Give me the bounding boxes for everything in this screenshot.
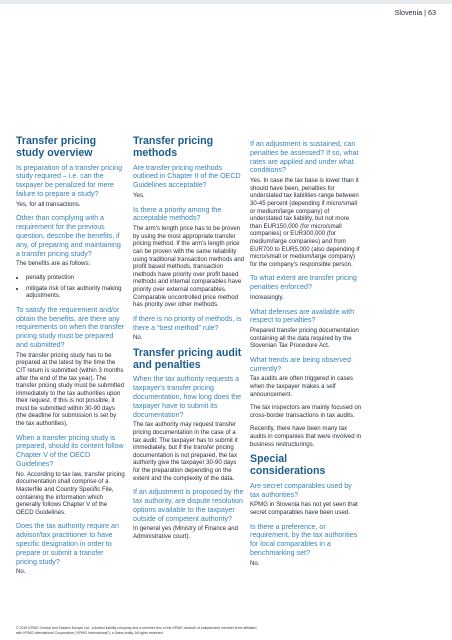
footer-copyright xyxy=(16,626,376,635)
section-title-audit-penalties: Transfer pricing audit and penalties xyxy=(133,346,242,371)
answer-submission-time: The tax authority may request transfer pricing documentation in the case of a tax audit. The taxpayer has to submit it immediately, but if the transfer pricing documentation is not prepared, the tax authority give the taxpayer 30-90 days for the preparation depending on the extent and the complexity of the data. xyxy=(133,421,238,482)
answer-trends-3: Recently, there have been many tax audits in companies that were involved in business restructurings. xyxy=(250,425,362,448)
column-1 xyxy=(16,136,126,582)
answer-priority: The arm's length price has to be proven by using the most appropriate transfer pricing method. If the arm's length price can be proven with the same reliability using traditional transaction methods and profit based methods, transaction methods have priority over profit based methods and internal comparables have priority over external comparables. Comparable uncontrolled price method has priority over other methods. xyxy=(133,225,245,309)
answer-best-method: No. xyxy=(133,334,143,342)
footer-line-2: with KPMG International Cooperative (“KPMG International”), a Swiss entity. All rights reserved. xyxy=(16,630,164,635)
answer-penalties-assessed: Yes. In case the tax base is lower than it should have been, penalties for understated tax liabilities range between 30-45 percent (depending if micro/small or medium/large company) of understated tax liability, but not more than EUR150,000 (for micro/small companies) or EUR300,000 (for medium/large companies) and from EUR700 to EUR5,000 (also depending if micro/small or medium/large company) for the company's responsible person. xyxy=(250,177,360,268)
question-priority: Is there a priority among the acceptable methods? xyxy=(133,205,222,223)
question-defenses: What defenses are available with respect to penalties? xyxy=(250,307,355,325)
header-bar xyxy=(0,0,452,4)
section-title-study-overview: Transfer pricing study overview xyxy=(16,135,97,159)
question-secret-comparables: Are secret comparables used by tax authorities? xyxy=(250,481,352,499)
answer-defenses: Prepared transfer pricing documentation containing all the data required by the Slovenian Tax Procedure Act. xyxy=(250,327,359,350)
answer-oecd-chapter-v: No. According to tax law, transfer pricing documentation shall comprise of a Masterfile and Country Specific File, containing the information which generally follows Chapter V of the OECD Guidelines. xyxy=(16,470,125,516)
question-penalties-assessed: If an adjustment is sustained, can penalties be assessed? If so, what rates are applied and under what conditions? xyxy=(250,140,359,175)
answer-dispute-resolution: In general yes (Ministry of Finance and Administrative court). xyxy=(133,525,238,540)
benefits-list xyxy=(16,274,126,300)
question-best-method: If there is no priority of methods, is there a “best method” rule? xyxy=(133,314,242,332)
question-local-comparables: Is there a preference, or requirement, by the tax authorities for local comparables in a benchmarking set? xyxy=(250,522,358,557)
question-submission-time: When the tax authority requests a taxpayer's transfer pricing documentation, how long does the taxpayer have to submit its documentation? xyxy=(133,375,242,419)
column-3 xyxy=(250,140,362,573)
question-oecd-methods: Are transfer pricing methods outlined in Chapter II of the OECD Guidelines acceptable? xyxy=(133,163,241,190)
list-item: • penalty protection xyxy=(26,274,126,282)
question-benefits: Other than complying with a requirement for the previous question, describe the benefits, if any, of preparing and maintaining a transfer pricing study? xyxy=(16,214,121,258)
answer-secret-comparables: KPMG in Slovenia has not yet seen that secret comparables have been used. xyxy=(250,501,358,516)
question-study-required: Is preparation of a transfer pricing study required – i.e. can the taxpayer be penalized for mere failure to prepare a study? xyxy=(16,163,123,198)
section-title-special-considerations: Special considerations xyxy=(250,453,326,478)
answer-penalties-enforced: Increasingly. xyxy=(250,293,284,301)
question-penalties-enforced: To what extent are transfer pricing penalties enforced? xyxy=(250,274,357,292)
answer-advisor-designation: No. xyxy=(16,568,26,576)
answer-local-comparables: No. xyxy=(250,559,260,567)
list-item: • mitigate risk of tax authority making adjustments. xyxy=(26,285,126,300)
question-advisor-designation: Does the tax authority require an advisor/tax practitioner to have specific designation in order to prepare or submit a transfer pricing study? xyxy=(16,522,119,566)
answer-benefits: The benefits are as follows: xyxy=(16,260,91,268)
column-2 xyxy=(133,136,245,547)
answer-trends-1: Tax audits are often triggered in cases when the taxpayer makes a self announcement. xyxy=(250,375,353,398)
footer-line-1: © 2015 KPMG Central and Eastern Europe Ltd., a limited liability company and a member firm of the KPMG network of independent member firms affiliated xyxy=(16,626,257,631)
question-oecd-chapter-v: When a transfer pricing study is prepared, should its content follow Chapter V of the OECD Guidelines? xyxy=(16,433,124,469)
answer-oecd-methods: Yes. xyxy=(133,191,145,199)
answer-study-required: Yes, for all transactions. xyxy=(16,200,81,208)
question-dispute-resolution: If an adjustment is proposed by the tax authority, are dispute resolution options available to the taxpayer outside of competent authority? xyxy=(133,488,244,523)
page-label: Slovenia | 63 xyxy=(394,8,436,17)
section-title-methods: Transfer pricing methods xyxy=(133,135,214,159)
answer-timing: The transfer pricing study has to be prepared at the latest by the time the CIT return is submitted (within 3 months after the end of the tax year). The transfer pricing study must be submitted immediately to the tax authorities upon their request. If this is not possible, it must be submitted within 30-90 days (the deadline for submission is set by the tax authorities). xyxy=(16,351,125,428)
answer-trends-2: The tax inspectors are mainly focused on cross-border transactions in tax audits. xyxy=(250,404,362,419)
question-timing: To satisfy the requirement and/or obtain the benefits, are there any requirements on when the transfer pricing study must be prepared and submitted? xyxy=(16,305,125,349)
question-trends: What trends are being observed currently? xyxy=(250,355,351,373)
